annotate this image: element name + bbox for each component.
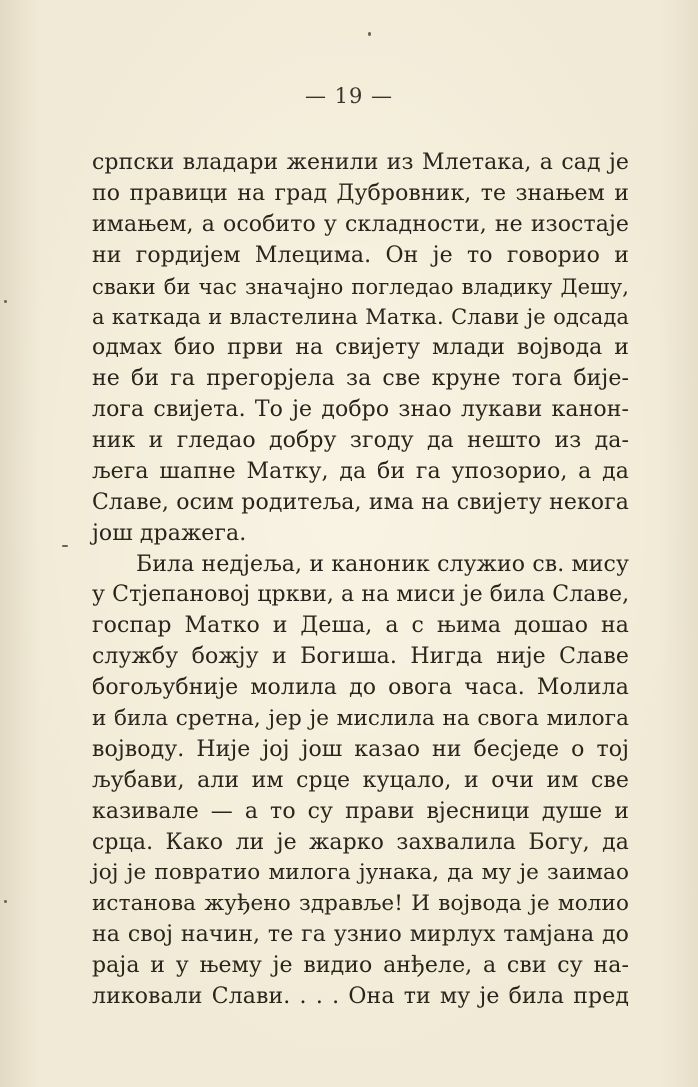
text-line: још дражега. [92, 520, 247, 546]
text-line: истанова жуђено здравље! И војвода је молио [92, 891, 629, 917]
text-line: одмах био први на свијету млади војвода и [92, 335, 629, 361]
text-line: ликовали Слави. . . . Она ти му је била пред [92, 984, 629, 1010]
text-line: војводу. Није јој још казао ни бесједе о тој [92, 736, 629, 762]
text-line: Била недјеља, и каноник служио св. мису [136, 551, 629, 577]
text-line: а каткада и властелина Матка. Слави је одсада [92, 305, 629, 330]
text-line: имањем, а особито у складности, не изостаје [92, 211, 629, 237]
text-line: на свој начин, те га узнио мирлух тамјана до [92, 922, 629, 948]
text-line: госпар Матко и Деша, а с њима дошао на [92, 613, 629, 639]
text-line: богољубније молила до овога часа. Молила [92, 675, 629, 701]
text-line: казивале — а то су прави вјесници душе и [92, 798, 629, 824]
text-line: лога свијета. То је добро знао лукави канон- [92, 397, 629, 423]
body-text [92, 148, 629, 1013]
text-line: ни гордијем Млецима. Он је то говорио и [92, 242, 629, 268]
text-line: Славе, осим родитеља, има на свијету некога [92, 489, 629, 515]
text-line: љега шапне Матку, да би га упозорио, а да [92, 458, 629, 484]
text-line: у Стјепановој цркви, а на миси је била Славе, [92, 582, 630, 608]
ink-speck [62, 545, 68, 547]
text-line: јој је повратио милога јунака, да му је заимао [92, 860, 629, 886]
text-line: љубави, али им срце куцало, и очи им све [92, 767, 629, 793]
text-line: не би га прегорјела за све круне тога бије- [92, 366, 629, 392]
text-line: службу божју и Богиша. Нигда није Славе [92, 644, 629, 670]
ink-speck [4, 300, 7, 303]
text-line: раја и у њему је видио анђеле, а сви су на- [92, 953, 629, 979]
text-line: по правици на град Дубровник, те знањем и [92, 180, 629, 206]
page-number: — 19 — [304, 84, 394, 108]
text-line: српски владари женили из Млетака, а сад је [92, 150, 629, 175]
ink-speck [368, 32, 371, 36]
text-line: срца. Како ли је жарко захвалила Богу, да [92, 829, 629, 855]
ink-speck [4, 900, 7, 903]
paragraph [92, 550, 629, 1013]
text-line: ник и гледао добру згоду да нешто из да- [92, 428, 629, 454]
text-line: сваки би час значајно погледао владику Дешу, [92, 274, 629, 299]
paragraph [92, 148, 629, 550]
text-line: и била сретна, јер је мислила на свога милога [92, 706, 629, 732]
